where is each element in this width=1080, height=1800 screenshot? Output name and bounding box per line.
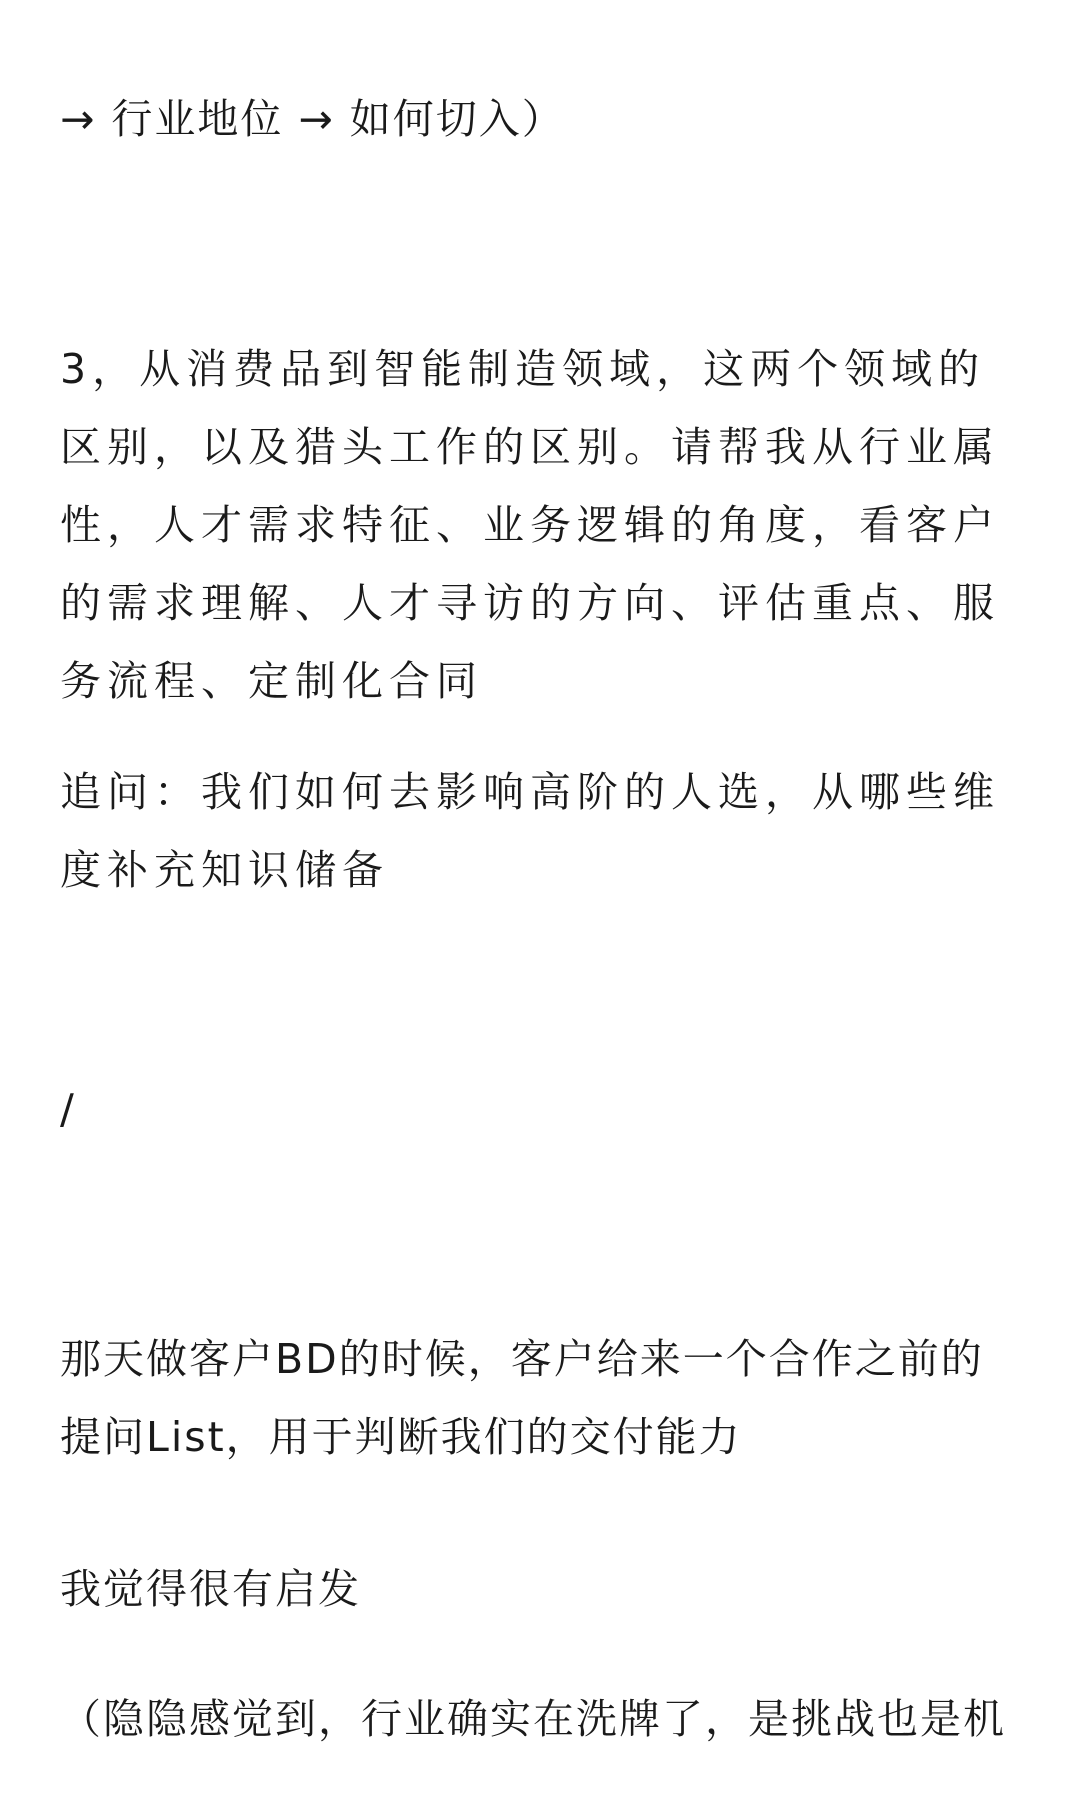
paragraph-6: （隐隐感觉到，行业确实在洗牌了，是挑战也是机: [60, 1695, 1006, 1743]
paragraph-5: 我觉得很有启发: [60, 1565, 361, 1613]
paragraph-1: → 行业地位 → 如何切入）: [60, 95, 565, 143]
divider-slash: /: [60, 1085, 76, 1133]
paragraph-3: 追问：我们如何去影响高阶的人选，从哪些维度补充知识储备: [60, 768, 1000, 894]
paragraph-4: 那天做客户BD的时候，客户给来一个合作之前的提问List，用于判断我们的交付能力: [60, 1335, 984, 1461]
paragraph-2: 3，从消费品到智能制造领域，这两个领域的区别，以及猎头工作的区别。请帮我从行业属性，人才需求特征、业务逻辑的角度，看客户的需求理解、人才寻访的方向、评估重点、服务流程、定制化合同: [60, 345, 1000, 705]
